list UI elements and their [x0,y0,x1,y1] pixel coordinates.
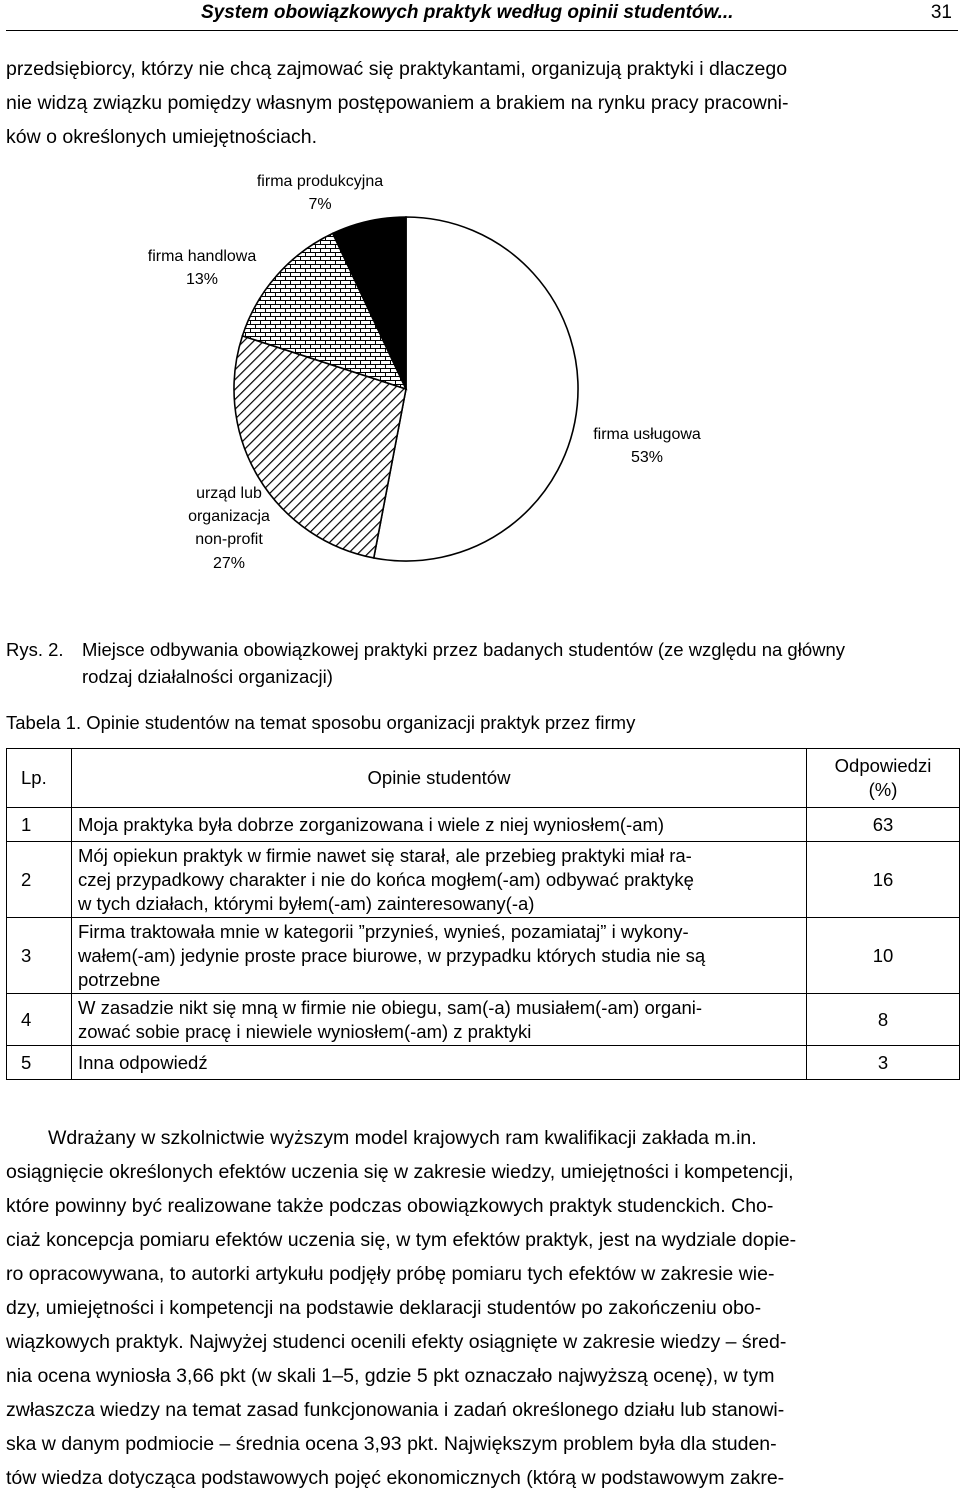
intro-paragraph [6,52,954,154]
header-answers-line1: Odpowiedzi [834,755,932,776]
row-opinion: Moja praktyka była dobrze zorganizowana i wiele z niej wyniosłem(-am) [72,808,807,842]
body-line: ro opracowywana, to autorki artykułu podjęły próbę pomiaru tych efektów w zakresie wie- [6,1263,775,1285]
table-title: Tabela 1. Opinie studentów na temat sposobu organizacji praktyk przez firmy [6,712,636,733]
body-line: nia ocena wyniosła 3,66 pkt (w skali 1–5, gdzie 5 pkt oznaczało najwyższą ocenę), w tym [6,1365,775,1387]
figure-caption-line2: rodzaj działalności organizacji) [82,666,333,687]
body-line: wiązkowych praktyk. Najwyżej studenci ocenili efekty osiągnięte w zakresie wiedzy – śred- [6,1331,787,1353]
body-line: ciaż koncepcja pomiaru efektów uczenia się, w tym efektów praktyk, jest na wydziale dopie- [6,1229,797,1251]
page-number: 31 [930,2,952,23]
row-value: 63 [807,808,960,842]
row-opinion [72,918,807,994]
row-opinion-line: w tych działach, którymi byłem(-am) zainteresowany(-a) [78,892,535,914]
table-row [7,842,960,918]
row-opinion-line: W zasadzie nikt się mną w firmie nie obiegu, sam(-a) musiałem(-am) organi- [78,996,703,1018]
header-answers-line2: (%) [868,779,898,800]
row-lp: 2 [7,842,72,918]
page-header [6,0,958,31]
body-line: które powinny być realizowane także podczas obowiązkowych praktyk studenckich. Cho- [6,1195,774,1217]
row-value: 16 [807,842,960,918]
row-value: 3 [807,1046,960,1080]
figure-caption [6,636,956,690]
table-header-row [7,749,960,808]
figure-label: Rys. 2. [6,639,64,660]
row-lp: 1 [7,808,72,842]
opinions-table [6,748,960,1080]
row-value: 8 [807,994,960,1046]
table-row [7,918,960,994]
row-opinion-line: czej przypadkowy charakter i nie do końca mogłem(-am) odbywać praktykę [78,868,694,890]
label-urzad-pct: 27% [212,555,246,572]
row-lp: 5 [7,1046,72,1080]
label-produkcyjna-name: firma produkcyjna [256,173,384,190]
table-row [7,1046,960,1080]
row-opinion-line: Mój opiekun praktyk w firmie nawet się starał, ale przebieg praktyki miał ra- [78,844,692,866]
row-opinion: Inna odpowiedź [72,1046,807,1080]
intro-line: nie widzą związku pomiędzy własnym postępowaniem a brakiem na rynku pracy pracowni- [6,92,789,114]
row-opinion-line: potrzebne [78,968,161,990]
row-lp: 3 [7,918,72,994]
row-lp: 4 [7,994,72,1046]
label-handlowa-pct: 13% [185,271,219,288]
label-produkcyjna-pct: 7% [308,196,332,213]
row-opinion-line: zować sobie pracę i niewiele wyniosłem(-am) z praktyki [78,1020,532,1042]
label-uslugowa-pct: 53% [630,449,664,466]
body-line: osiągnięcie określonych efektów uczenia się w zakresie wiedzy, umiejętności i kompetencji, [6,1161,794,1183]
body-line: dzy, umiejętności i kompetencji na podstawie deklaracji studentów po zakończeniu obo- [6,1297,762,1319]
running-title: System obowiązkowych praktyk według opinii studentów... [201,2,734,23]
row-opinion [72,842,807,918]
header-answers [807,749,960,808]
label-handlowa-name: firma handlowa [147,248,257,265]
label-urzad-line2: organizacja [188,508,270,525]
body-line: Wdrażany w szkolnictwie wyższym model krajowych ram kwalifikacji zakłada m.in. [48,1127,757,1149]
table-row [7,808,960,842]
row-value: 10 [807,918,960,994]
row-opinion-line: wałem(-am) jedynie proste prace biurowe, w przypadku których studia nie są [78,944,706,966]
label-urzad-line3: non-profit [195,531,263,548]
header-opinion: Opinie studentów [72,749,807,808]
intro-line: przedsiębiorcy, którzy nie chcą zajmować się praktykantami, organizują praktyki i dlaczego [6,58,788,80]
table-row [7,994,960,1046]
label-uslugowa-name: firma usługowa [593,426,701,443]
body-line: ska w danym podmiocie – średnia ocena 3,93 pkt. Największym problem była dla studen- [6,1433,777,1455]
pie-chart [0,160,760,590]
body-line: tów wiedza dotycząca podstawowych pojęć ekonomicznych (którą w podstawowym zakre- [6,1467,785,1489]
header-lp: Lp. [7,749,72,808]
row-opinion [72,994,807,1046]
row-opinion-line: Firma traktowała mnie w kategorii ”przynieś, wynieś, pozamiataj” i wykony- [78,920,689,942]
figure-caption-line1: Miejsce odbywania obowiązkowej praktyki przez badanych studentów (ze względu na główny [82,639,846,660]
label-urzad-line1: urząd lub [196,485,262,502]
intro-line: ków o określonych umiejętnościach. [6,126,318,148]
body-paragraph [6,1121,954,1495]
body-line: zwłaszcza wiedzy na temat zasad funkcjonowania i zadań określonego działu lub stanowi- [6,1399,785,1421]
